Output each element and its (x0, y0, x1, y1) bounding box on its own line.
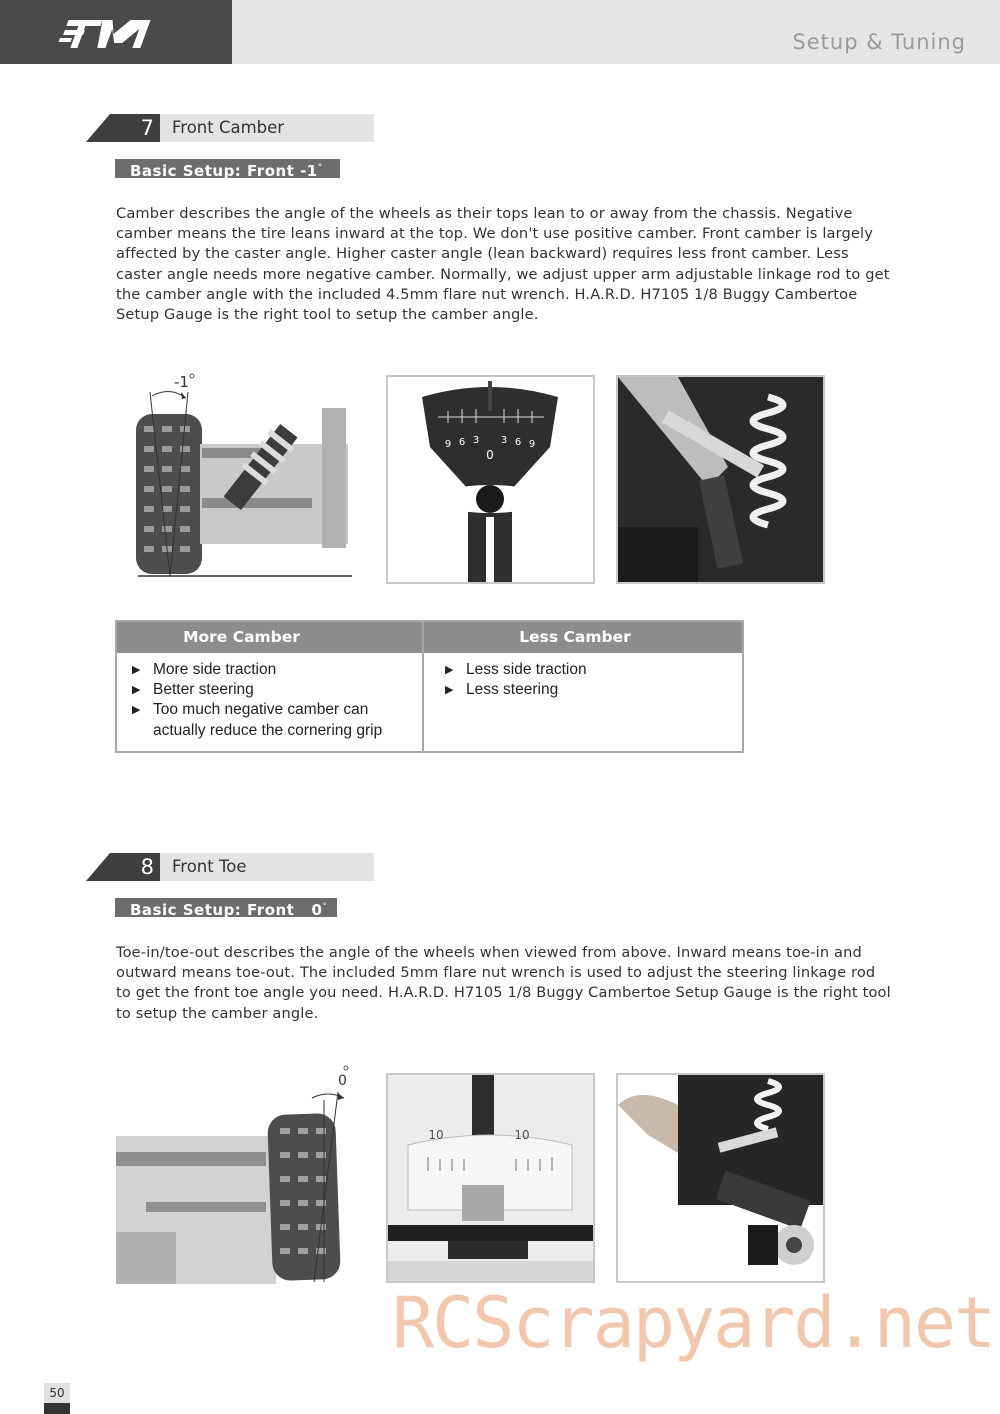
toe-gauge-photo (386, 1073, 595, 1283)
camber-angle-label: -1 (174, 373, 189, 391)
basic-setup-badge (115, 898, 337, 917)
section-title: Front Toe (172, 857, 247, 876)
camber-comparison-table (115, 620, 744, 753)
less-camber-list (445, 660, 735, 700)
gauge-tick: 6 (514, 437, 522, 448)
gauge-tick: 6 (458, 437, 466, 448)
gauge-tick: 9 (528, 439, 536, 450)
gauge-label: 10 (428, 1128, 444, 1142)
degree-symbol: ° (317, 163, 323, 173)
toe-diagram (116, 1062, 356, 1284)
camber-diagram (132, 368, 354, 580)
table-header-less-camber: Less Camber (424, 622, 742, 653)
list-item: ▶ Better steering (132, 681, 254, 699)
gauge-tick: 3 (472, 435, 480, 446)
page-number: 50 (44, 1383, 70, 1403)
gauge-zero: 0 (486, 448, 494, 462)
header-section-title: Setup & Tuning (792, 30, 966, 54)
page-number-bar (44, 1403, 70, 1414)
toe-adjust-photo (616, 1073, 825, 1283)
list-item: ▶ Less side traction (445, 661, 587, 678)
table-header-more-camber: More Camber (117, 622, 422, 653)
camber-gauge-photo (386, 375, 595, 584)
toe-description: Toe-in/toe-out describes the angle of the wheels when viewed from above. Inward means toe-in and outward means toe-out. The included 5mm flare nut wrench is used to adjust the steering linkage rod to get the front toe angle you need. H.A.R.D. H7105 1/8 Buggy Cambertoe Setup Gauge is the right tool to setup the camber angle. (116, 944, 891, 1022)
gauge-tick: 3 (500, 435, 508, 446)
section-title: Front Camber (172, 118, 285, 137)
basic-setup-text: Basic Setup: Front -1 (130, 162, 318, 180)
tm-logo (58, 16, 168, 52)
basic-setup-text: Basic Setup: Front 0 (130, 901, 323, 919)
section-number: 7 (140, 116, 154, 140)
toe-angle-label: 0 (338, 1073, 347, 1089)
gauge-label: 10 (514, 1128, 530, 1142)
degree-symbol: ° (322, 902, 328, 912)
section-number: 8 (140, 855, 154, 879)
list-item: ▶ Too much negative camber can actually reduce the cornering grip (132, 701, 383, 739)
camber-description: Camber describes the angle of the wheels as their tops lean to or away from the chassis. Negative camber means the tire leans inward at the top. We don't use positive camber. Front camber is largely affected by the caster angle. Higher caster angle (lean backward) requires less front camber. Less caster angle needs more negative camber. Normally, we adjust upper arm adjustable linkage rod to get the camber angle with the included 4.5mm flare nut wrench. H.A.R.D. H7105 1/8 Buggy Cambertoe Setup Gauge is the right tool to setup the camber angle. (116, 205, 890, 324)
camber-adjust-photo (616, 375, 825, 584)
more-camber-list (132, 660, 422, 741)
basic-setup-badge (115, 159, 340, 178)
table-column-divider (422, 622, 424, 751)
list-item: ▶ Less steering (445, 681, 559, 699)
gauge-tick: 9 (444, 439, 452, 450)
list-item: ▶ More side traction (132, 661, 277, 678)
watermark: RCScrapyard.net (392, 1282, 995, 1364)
